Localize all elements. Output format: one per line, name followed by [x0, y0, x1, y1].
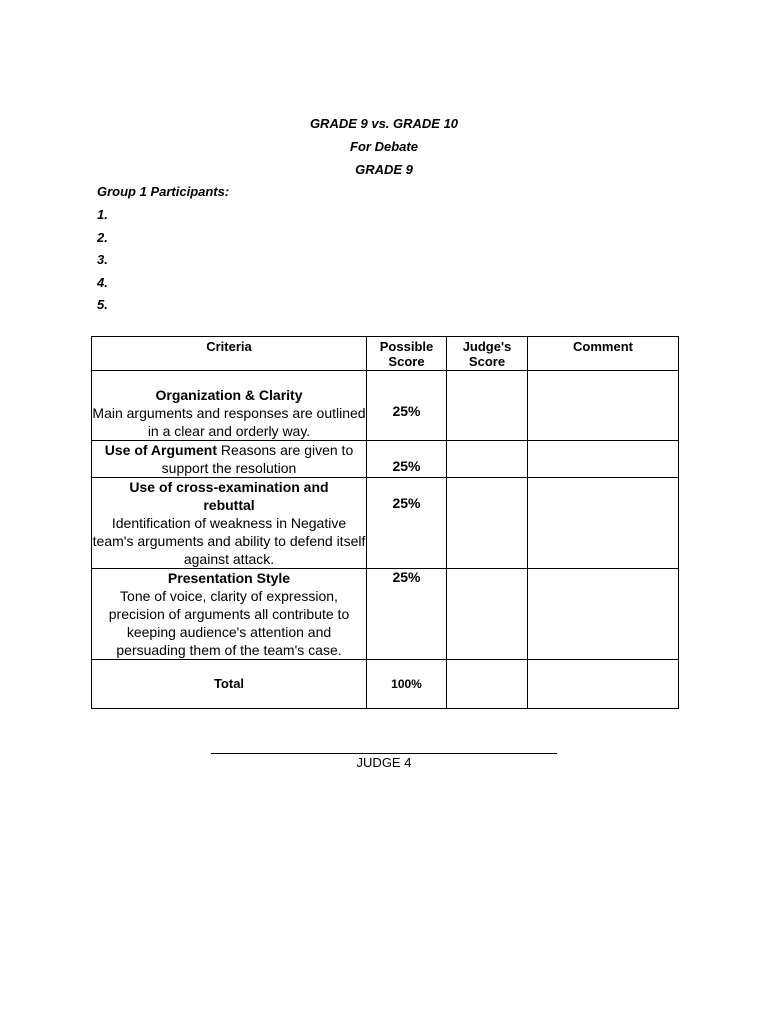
- criteria-text: [92, 441, 366, 477]
- comment-cell[interactable]: [528, 569, 679, 660]
- judge-total-cell[interactable]: [447, 660, 528, 709]
- judge-label: JUDGE 4: [356, 755, 412, 770]
- possible-score: 25%: [392, 569, 421, 585]
- total-row: [92, 660, 679, 709]
- participants-label: Group 1 Participants:: [97, 184, 230, 199]
- header-comment: Comment: [528, 337, 679, 371]
- participant-line-4: 4.: [97, 275, 108, 290]
- total-label-cell: [92, 660, 367, 709]
- judge-score-cell[interactable]: [447, 441, 528, 478]
- subtitle-for-debate: For Debate: [350, 139, 418, 154]
- criteria-description: Tone of voice, clarity of expression, precision of arguments all contribute to keeping audience's attention and persuading them of the team's case.: [108, 588, 350, 658]
- judge-score-cell[interactable]: [447, 371, 528, 441]
- possible-score: 25%: [392, 495, 421, 511]
- header-possible-score: Possible Score: [367, 337, 447, 371]
- table-header-row: [92, 337, 679, 371]
- criteria-title: Use of Argument: [104, 442, 218, 458]
- header-criteria: Criteria: [92, 337, 367, 371]
- table-row: [92, 569, 679, 660]
- criteria-cell: [92, 371, 367, 441]
- participant-line-3: 3.: [97, 252, 108, 267]
- criteria-cell: [92, 478, 367, 569]
- possible-score-cell: [367, 441, 447, 478]
- signature-line[interactable]: [211, 753, 557, 754]
- comment-cell[interactable]: [528, 478, 679, 569]
- participant-line-1: 1.: [97, 207, 108, 222]
- criteria-title: Organization & Clarity: [155, 387, 303, 403]
- total-label: Total: [213, 676, 245, 691]
- title-grade-matchup: GRADE 9 vs. GRADE 10: [309, 116, 459, 131]
- rubric-table: [91, 336, 679, 709]
- criteria-description: Identification of weakness in Negative team's arguments and ability to defend itself against attack.: [92, 515, 366, 567]
- possible-score-cell: [367, 569, 447, 660]
- judge-score-cell[interactable]: [447, 478, 528, 569]
- criteria-cell: [92, 569, 367, 660]
- criteria-title: Use of cross-examination and rebuttal: [129, 479, 329, 513]
- criteria-title: Presentation Style: [167, 570, 291, 586]
- table-row: [92, 441, 679, 478]
- header-judges-score: Judge's Score: [447, 337, 528, 371]
- criteria-description: Reasons are given to support the resolution: [161, 442, 354, 476]
- criteria-description: Main arguments and responses are outlined in a clear and orderly way.: [92, 405, 366, 439]
- comment-cell[interactable]: [528, 371, 679, 441]
- possible-score: 25%: [392, 458, 421, 474]
- judge-score-cell[interactable]: [447, 569, 528, 660]
- table-row: [92, 478, 679, 569]
- possible-score: 25%: [392, 403, 421, 419]
- total-score: 100%: [391, 677, 422, 691]
- total-score-cell: [367, 660, 447, 709]
- participant-line-2: 2.: [97, 230, 108, 245]
- comment-total-cell[interactable]: [528, 660, 679, 709]
- possible-score-cell: [367, 371, 447, 441]
- participant-line-5: 5.: [97, 297, 108, 312]
- table-row: [92, 371, 679, 441]
- subtitle-grade: GRADE 9: [355, 162, 413, 177]
- comment-cell[interactable]: [528, 441, 679, 478]
- possible-score-cell: [367, 478, 447, 569]
- criteria-cell: [92, 441, 367, 478]
